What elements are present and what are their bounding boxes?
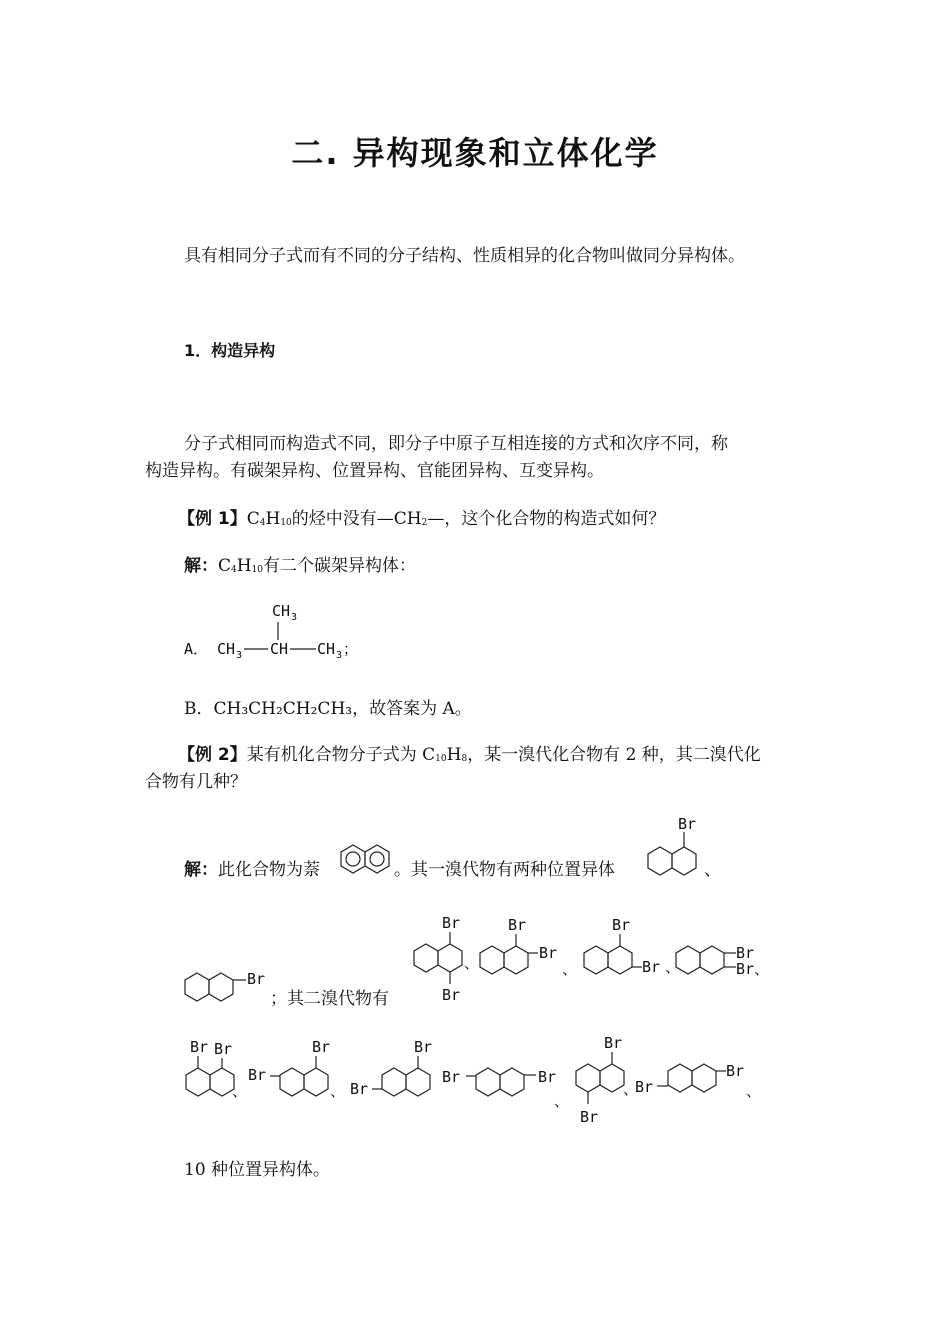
svg-text:Br: Br xyxy=(248,1066,267,1084)
svg-text:Br: Br xyxy=(736,960,755,978)
1-bromonaphthalene-structure xyxy=(646,812,706,880)
dibromo-1-5 xyxy=(576,1034,638,1126)
svg-text:Br: Br xyxy=(442,986,461,1004)
section-paragraph-line2: 构造异构。有碳架异构、位置异构、官能团异构、互变异构。 xyxy=(145,461,604,481)
svg-text:Br: Br xyxy=(642,958,661,976)
example-2-line1: 【例 2】某有机化合物分子式为 C10H8，某一溴代化合物有 2 种，其二溴代化 xyxy=(178,745,761,765)
svg-text:Br: Br xyxy=(580,1108,599,1126)
example-2-label: 【例 2】 xyxy=(178,745,247,765)
svg-text:Br: Br xyxy=(414,1038,433,1056)
svg-text:Br: Br xyxy=(635,1078,654,1096)
dibromo-1-3 xyxy=(584,916,680,976)
svg-text:、: 、 xyxy=(754,960,770,978)
dibromo-1-7 xyxy=(248,1038,345,1100)
dibromo-1-6 xyxy=(350,1038,432,1098)
svg-text:、: 、 xyxy=(665,958,681,976)
intro-paragraph: 具有相同分子式而有不同的分子结构、性质相异的化合物叫做同分异构体。 xyxy=(184,246,745,266)
answer-2-text3: ；其二溴代物有 xyxy=(270,989,389,1009)
2-bromonaphthalene-structure xyxy=(184,968,270,1008)
dibromo-row-2 xyxy=(180,1032,770,1132)
answer-2-text2: 。其一溴代物有两种位置异体 xyxy=(394,860,615,880)
dibromo-2-3 xyxy=(676,944,769,978)
svg-text:、: 、 xyxy=(623,1080,639,1098)
br-label: Br xyxy=(247,970,266,988)
svg-text:Br: Br xyxy=(612,916,631,934)
dibromo-2-7 xyxy=(442,1068,569,1110)
naphthalene-structure xyxy=(340,842,392,878)
structure-a-left-ch: CH xyxy=(217,640,236,658)
svg-text:Br: Br xyxy=(312,1038,331,1056)
svg-text:；: ； xyxy=(343,640,359,658)
svg-text:Br: Br xyxy=(604,1034,623,1052)
svg-text:Br: Br xyxy=(508,916,527,934)
ring xyxy=(365,845,389,873)
example-1-label: 【例 1】 xyxy=(178,509,247,529)
ring xyxy=(209,973,233,1001)
svg-text:Br: Br xyxy=(442,1068,461,1086)
svg-text:Br: Br xyxy=(726,1062,745,1080)
svg-text:Br: Br xyxy=(350,1080,369,1098)
br-label: Br xyxy=(678,815,697,833)
svg-text:Br: Br xyxy=(442,914,461,932)
svg-text:Br: Br xyxy=(214,1040,233,1058)
dibromo-2-6 xyxy=(635,1062,761,1100)
svg-text:3: 3 xyxy=(336,650,343,661)
svg-text:Br: Br xyxy=(539,944,558,962)
section-paragraph-line1: 分子式相同而构造式不同，即分子中原子互相连接的方式和次序不同，称 xyxy=(184,434,728,454)
svg-text:、: 、 xyxy=(562,960,578,978)
svg-text:Br: Br xyxy=(538,1068,557,1086)
structure-a-center-ch: CH xyxy=(270,640,289,658)
example-1: 【例 1】C4H10的烃中没有—CH2—，这个化合物的构造式如何？ xyxy=(178,509,666,529)
structure-b: B．CH₃CH₂CH₂CH₃，故答案为 A。 xyxy=(184,699,472,719)
section-heading: 1．构造异构 xyxy=(184,341,276,360)
page-title: 二. 异构现象和立体化学 xyxy=(291,134,659,172)
svg-text:3: 3 xyxy=(236,650,243,661)
dibromo-1-2 xyxy=(480,916,577,978)
conclusion: 10 种位置异构体。 xyxy=(184,1160,331,1180)
svg-text:Br: Br xyxy=(190,1038,209,1056)
ring xyxy=(648,847,672,875)
svg-text:Br: Br xyxy=(736,944,755,962)
svg-text:3: 3 xyxy=(291,612,298,623)
svg-text:、: 、 xyxy=(464,954,480,972)
structure-a-option: A． xyxy=(184,640,209,658)
ring xyxy=(341,845,365,873)
structure-a-isobutane xyxy=(180,595,380,665)
dibromo-1-8 xyxy=(186,1038,247,1100)
separator: 、 xyxy=(704,860,721,880)
svg-text:、: 、 xyxy=(232,1082,248,1100)
answer-1-label: 解： xyxy=(184,556,218,576)
dibromo-1-4 xyxy=(414,914,479,1004)
dibromo-row-1 xyxy=(410,912,770,1008)
answer-2-label-text: 解：此化合物为萘 xyxy=(184,860,320,880)
answer-1: 解：C4H10有二个碳架异构体： xyxy=(184,556,417,576)
structure-a-right-ch: CH xyxy=(317,640,336,658)
example-2-line2: 合物有几种？ xyxy=(145,772,247,792)
svg-text:、: 、 xyxy=(746,1082,762,1100)
svg-text:、: 、 xyxy=(554,1092,570,1110)
svg-text:、: 、 xyxy=(330,1082,346,1100)
structure-a-top-ch: CH xyxy=(272,602,291,620)
ring xyxy=(185,973,209,1001)
ring xyxy=(672,847,696,875)
